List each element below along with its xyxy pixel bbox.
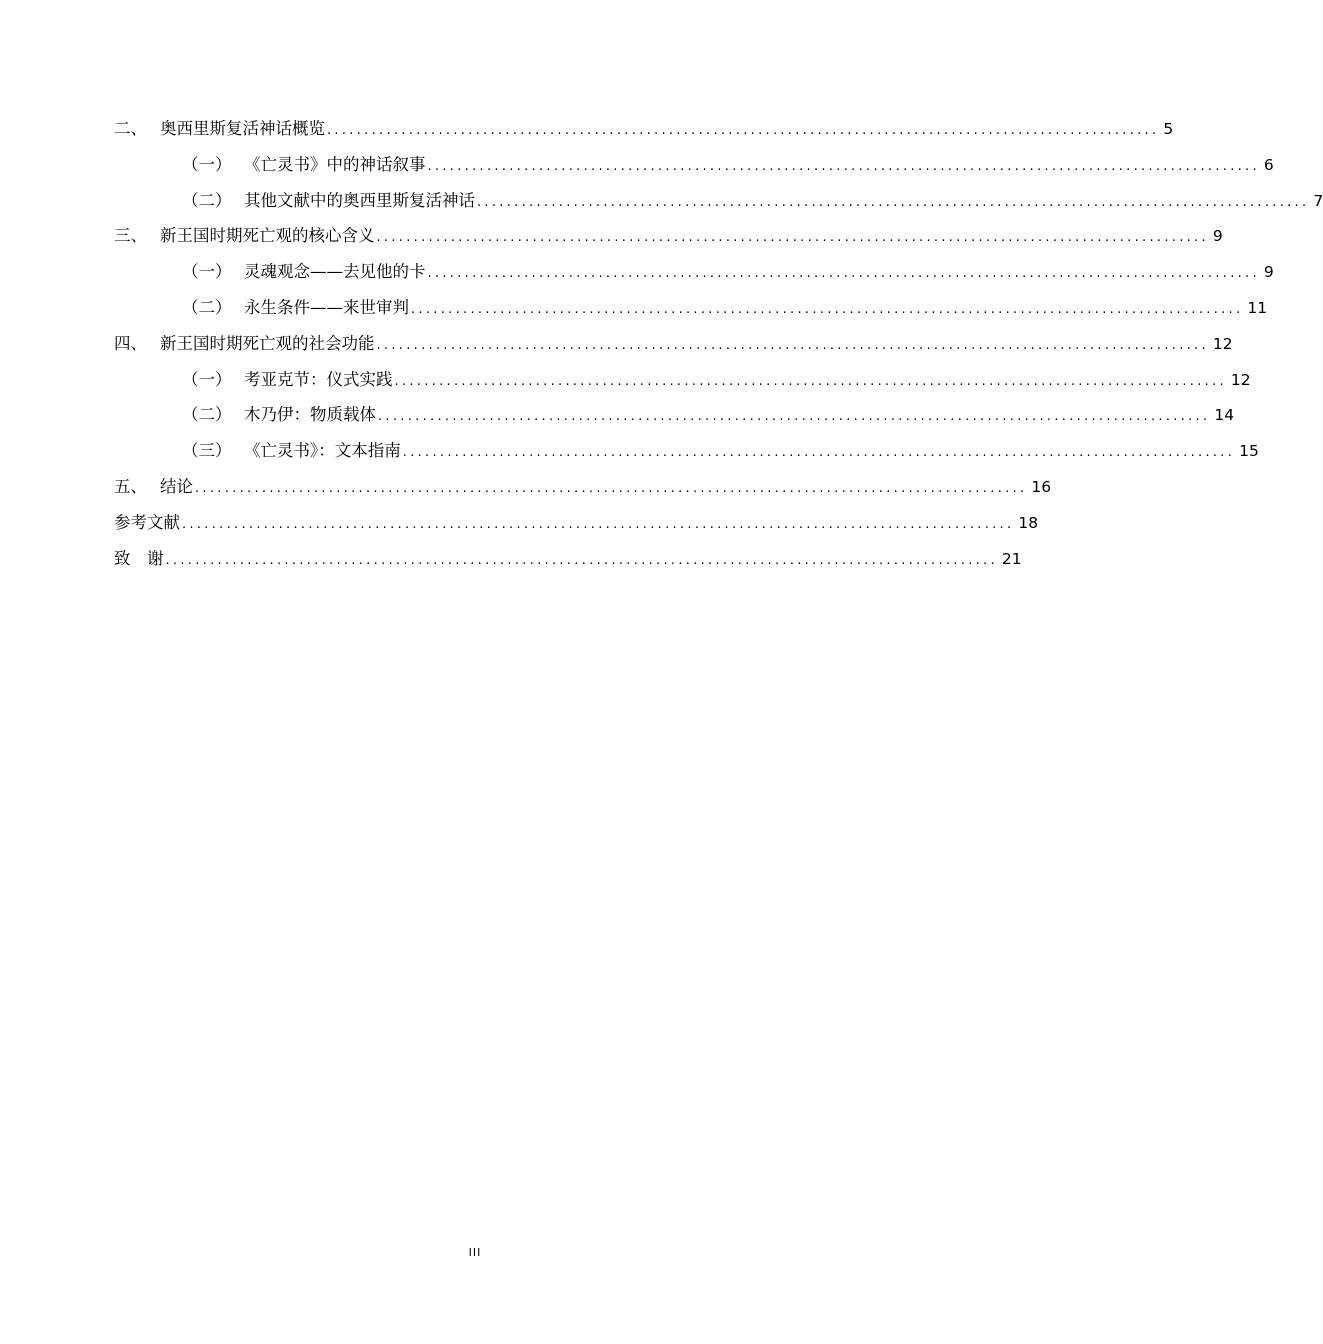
toc-dot-leader: ................................................................................................................ (394, 373, 1227, 389)
toc-entry[interactable] (114, 541, 1022, 577)
table-of-contents (114, 111, 1323, 576)
toc-entry-title: 致 谢 (114, 548, 164, 568)
toc-dot-leader: ................................................................................................................ (376, 337, 1209, 353)
toc-entry[interactable] (114, 218, 1223, 254)
toc-entry-number: （三） (182, 441, 232, 461)
toc-dot-leader: ................................................................................................................ (427, 158, 1260, 174)
toc-entry-title: 奥西里斯复活神话概览 (160, 119, 325, 138)
toc-entry-page: 9 (1212, 227, 1223, 246)
toc-entry-page: 12 (1212, 334, 1233, 353)
toc-entry-number: （二） (182, 190, 232, 210)
toc-entry-number: （一） (182, 262, 232, 282)
toc-entry[interactable] (114, 362, 1251, 398)
toc-dot-leader: ................................................................................................................ (327, 123, 1160, 138)
toc-entry-page: 15 (1239, 442, 1259, 461)
toc-entry-page: 9 (1263, 263, 1274, 282)
toc-entry-number: （一） (182, 154, 232, 174)
toc-dot-leader: ................................................................................................................ (411, 301, 1244, 317)
toc-dot-leader: ................................................................................................................ (402, 445, 1236, 461)
toc-entry[interactable] (114, 397, 1235, 433)
toc-entry-number: （二） (182, 297, 232, 317)
toc-entry-page: 21 (1001, 549, 1022, 568)
toc-entry-title: 《亡灵书》中的神话叙事 (244, 154, 426, 174)
toc-entry[interactable] (114, 505, 1039, 541)
toc-entry-number: 二、 (114, 119, 147, 138)
toc-entry[interactable] (114, 254, 1274, 290)
toc-entry-number: （一） (182, 369, 232, 389)
toc-entry-page: 14 (1214, 406, 1235, 425)
toc-entry-page: 7 (1313, 191, 1323, 210)
toc-entry-title: 《亡灵书》：文本指南 (244, 441, 401, 461)
toc-entry-page: 6 (1263, 155, 1274, 174)
toc-entry-title: 参考文献 (114, 512, 180, 532)
toc-dot-leader: ................................................................................................................ (182, 516, 1015, 532)
toc-entry-title: 结论 (160, 476, 193, 496)
toc-entry[interactable] (114, 147, 1274, 183)
toc-entry-page: 16 (1031, 477, 1052, 496)
toc-dot-leader: ................................................................................................................ (165, 552, 998, 568)
page-number: III (468, 1246, 482, 1259)
toc-entry-number: （二） (182, 405, 232, 425)
toc-dot-leader: ................................................................................................................ (477, 194, 1310, 210)
toc-entry[interactable] (114, 326, 1233, 362)
toc-dot-leader: ................................................................................................................ (427, 266, 1260, 282)
toc-entry[interactable] (114, 433, 1259, 469)
toc-entry-title: 新王国时期死亡观的社会功能 (160, 333, 375, 353)
toc-entry-number: 三、 (114, 226, 147, 246)
toc-entry-title: 其他文献中的奥西里斯复活神话 (244, 190, 475, 210)
toc-entry-title: 木乃伊：物质载体 (244, 405, 376, 425)
toc-entry[interactable] (114, 111, 1174, 147)
toc-entry-page: 12 (1230, 370, 1251, 389)
toc-entry-number: 四、 (114, 333, 147, 353)
toc-entry[interactable] (114, 183, 1323, 219)
toc-entry-title: 考亚克节：仪式实践 (244, 369, 393, 389)
toc-entry-title: 永生条件——来世审判 (244, 297, 409, 317)
toc-dot-leader: ................................................................................................................ (378, 409, 1211, 425)
toc-entry-page: 11 (1247, 298, 1268, 317)
toc-dot-leader: ................................................................................................................ (376, 230, 1209, 246)
toc-entry-title: 新王国时期死亡观的核心含义 (160, 226, 375, 246)
toc-dot-leader: ................................................................................................................ (195, 480, 1028, 496)
toc-entry-page: 18 (1018, 513, 1039, 532)
toc-entry-page: 5 (1163, 120, 1174, 138)
toc-entry-title: 灵魂观念——去见他的卡 (244, 262, 426, 282)
toc-entry[interactable] (114, 290, 1268, 326)
toc-entry-number: 五、 (114, 476, 147, 496)
toc-entry[interactable] (114, 469, 1052, 505)
